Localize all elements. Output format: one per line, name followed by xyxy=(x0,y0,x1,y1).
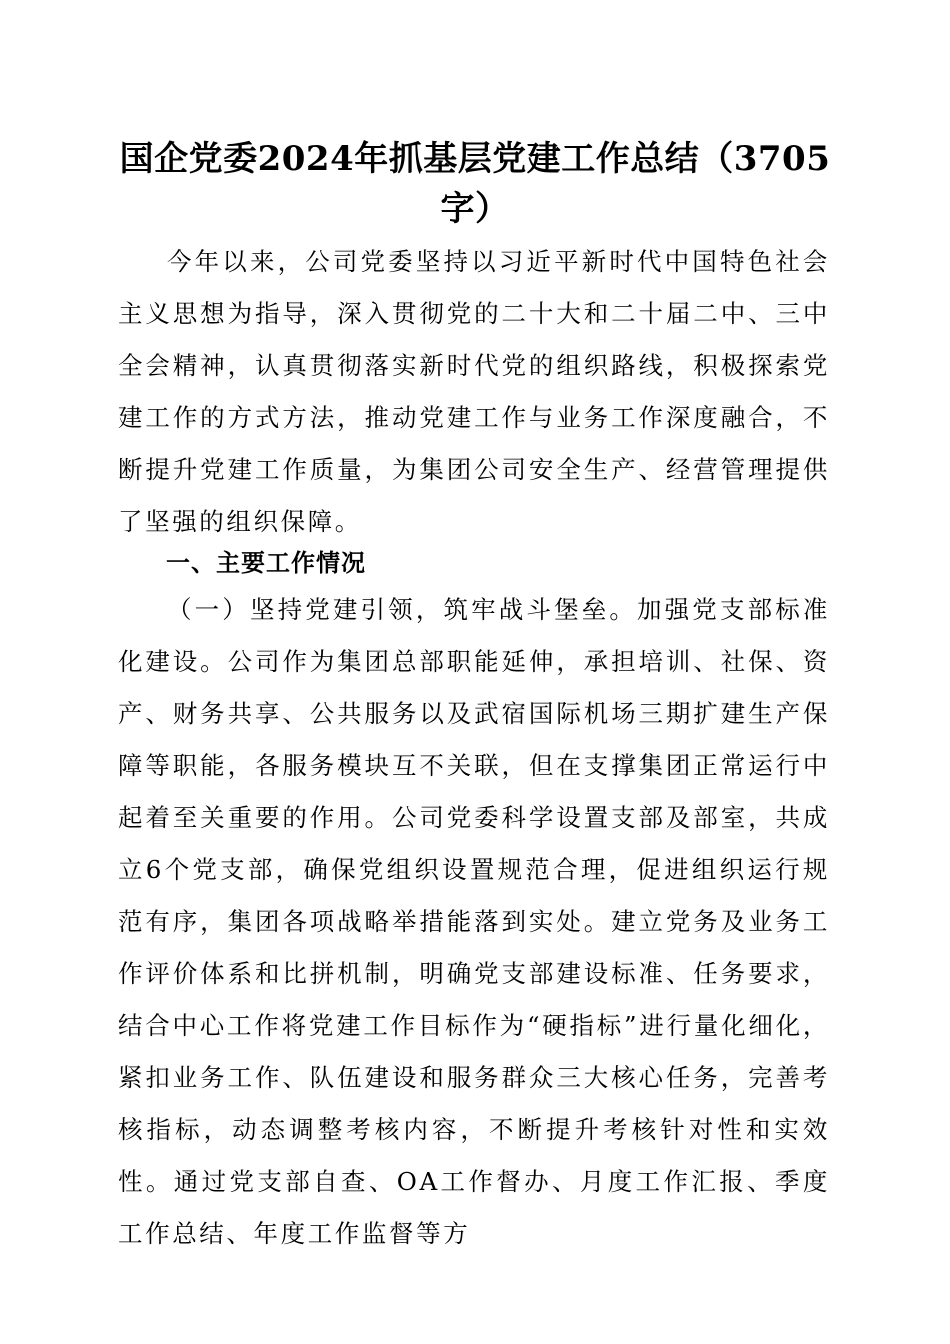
subsection-text: 加强党支部标准化建设。公司作为集团总部职能延伸，承担培训、社保、资产、财务共享、公共服务以及武宿国际机场三期扩建生产保障等职能，各服务模块互不关联，但在支撑集团正常运行中起着至关重要的作用。公司党委科学设置支部及部室，共成立6个党支部，确保党组织设置规范合理，促进组织运行规范有序，集团各项战略举措能落到实处。建立党务及业务工作评价体系和比拼机制，明确党支部建设标准、任务要求，结合中心工作将党建工作目标作为“硬指标”进行量化细化，紧扣业务工作、队伍建设和服务群众三大核心任务，完善考核指标，动态调整考核内容，不断提升考核针对性和实效性。通过党支部自查、OA工作督办、月度工作汇报、季度工作总结、年度工作监督等方 xyxy=(118,595,831,1248)
subsection-lead: （一）坚持党建引领，筑牢战斗堡垒。 xyxy=(167,595,638,624)
intro-paragraph: 今年以来，公司党委坚持以习近平新时代中国特色社会主义思想为指导，深入贯彻党的二十大和二十届二中、三中全会精神，认真贯彻落实新时代党的组织路线，积极探索党建工作的方式方法，推动党建工作与业务工作深度融合，不断提升党建工作质量，为集团公司安全生产、经营管理提供了坚强的组织保障。 xyxy=(118,247,830,536)
subsection-paragraph xyxy=(118,584,830,1260)
section-heading: 一、主要工作情况 xyxy=(166,549,366,577)
document-title: 国企党委2024年抓基层党建工作总结（3705字） xyxy=(119,139,831,229)
